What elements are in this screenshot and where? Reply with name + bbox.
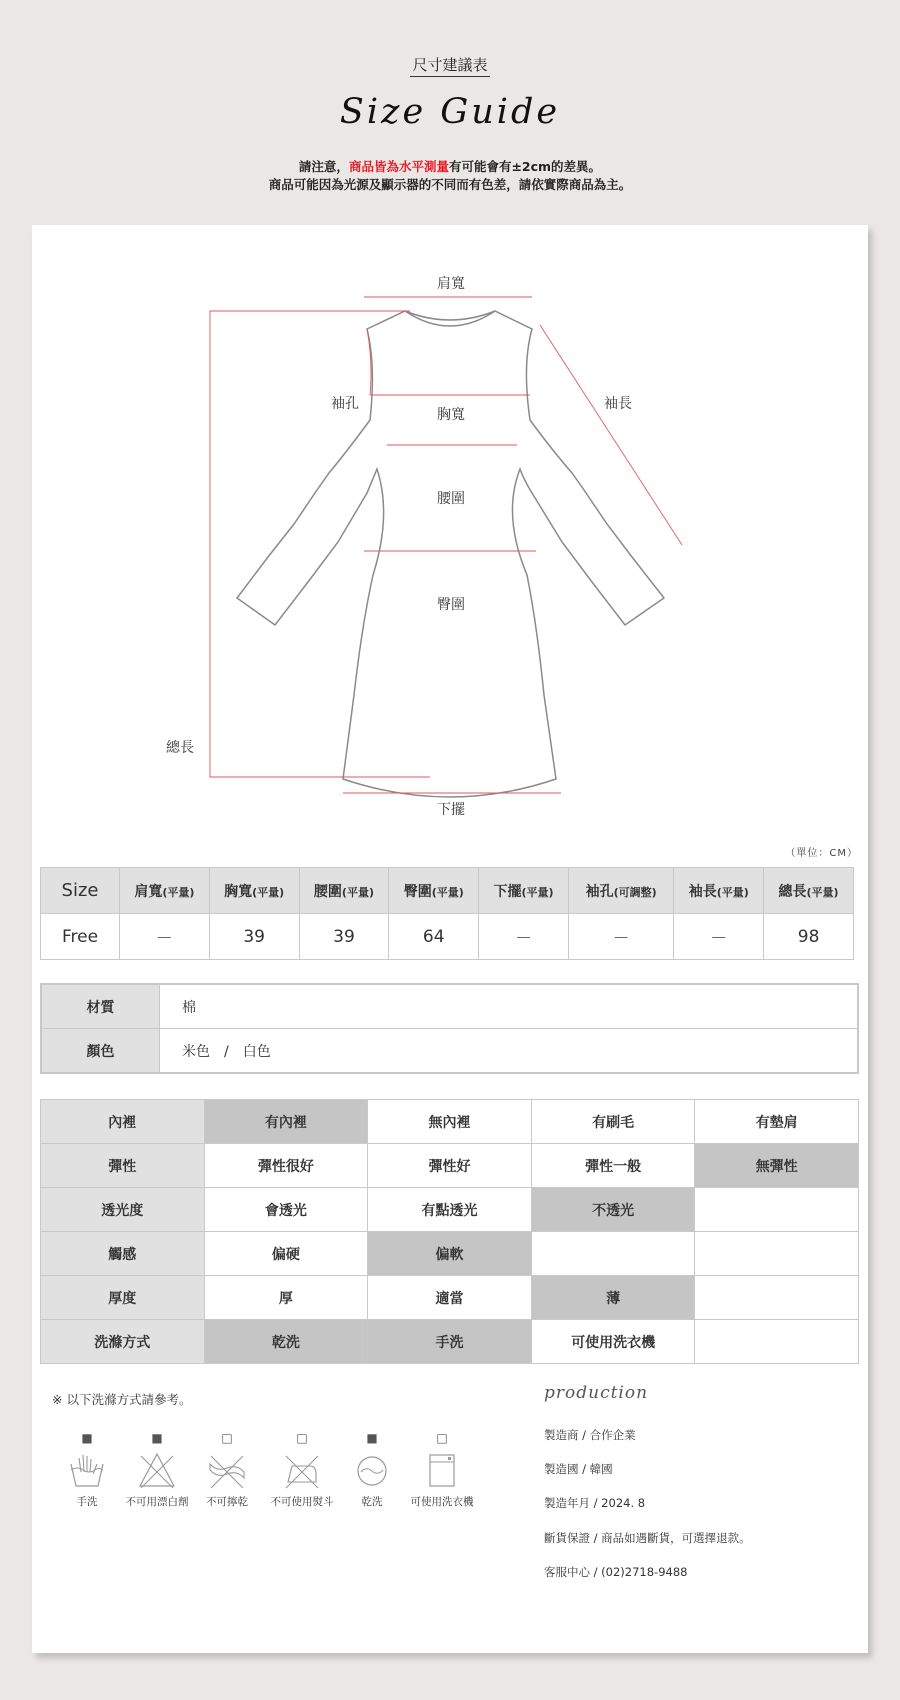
size-cell: 64	[389, 914, 479, 960]
size-header-hip: 臀圍(平量)	[389, 868, 479, 914]
feature-option	[695, 1320, 859, 1364]
feature-option: 薄	[531, 1276, 695, 1320]
feature-option	[695, 1276, 859, 1320]
wash-label: 乾洗	[361, 1496, 383, 1508]
feature-option: 手洗	[368, 1320, 532, 1364]
label-hem: 下擺	[437, 802, 465, 818]
size-table	[40, 867, 854, 960]
feature-option: 不透光	[531, 1188, 695, 1232]
label-length: 總長	[166, 740, 194, 756]
wash-label: 手洗	[76, 1496, 98, 1508]
feature-label: 彈性	[41, 1144, 205, 1188]
size-header-waist: 腰圍(平量)	[299, 868, 389, 914]
no-bleach-icon	[137, 1450, 177, 1490]
size-header-shoulder: 肩寬(平量)	[120, 868, 210, 914]
wash-mark: ■	[81, 1431, 93, 1445]
garment-diagram	[32, 225, 868, 825]
size-cell: －	[120, 914, 210, 960]
size-cell: 39	[209, 914, 299, 960]
feature-option: 彈性好	[368, 1144, 532, 1188]
table-row	[41, 1188, 859, 1232]
production-guarantee: 斷貨保證 / 商品如遇斷貨，可選擇退款。	[544, 1531, 751, 1545]
size-cell: 98	[764, 914, 854, 960]
color-value: 米色 / 白色	[160, 1029, 859, 1074]
production-date: 製造年月 / 2024. 8	[544, 1496, 646, 1510]
wash-label: 可使用洗衣機	[410, 1496, 474, 1508]
production-country: 製造國 / 韓國	[544, 1462, 613, 1476]
no-dryer-icon	[282, 1450, 322, 1490]
size-chart-subtitle: 尺寸建議表	[0, 54, 900, 75]
wash-label: 不可擰乾	[206, 1496, 248, 1508]
size-cell: Free	[41, 914, 120, 960]
color-key: 顏色	[41, 1029, 160, 1074]
feature-option: 彈性很好	[204, 1144, 368, 1188]
size-header-hem: 下擺(平量)	[479, 868, 569, 914]
wash-note: ※ 以下洗滌方式請參考。	[52, 1392, 192, 1407]
size-header-sleeve: 袖長(平量)	[674, 868, 764, 914]
feature-option: 無內裡	[368, 1100, 532, 1144]
feature-option: 可使用洗衣機	[531, 1320, 695, 1364]
table-row	[41, 1276, 859, 1320]
measure-lines	[210, 297, 682, 793]
dry-clean-icon	[352, 1450, 392, 1490]
table-row	[41, 1029, 858, 1074]
washing-machine-icon	[422, 1450, 462, 1490]
size-table-header	[41, 868, 854, 914]
feature-option: 會透光	[204, 1188, 368, 1232]
size-cell: －	[674, 914, 764, 960]
feature-option	[695, 1188, 859, 1232]
feature-option: 偏硬	[204, 1232, 368, 1276]
feature-option: 有墊肩	[695, 1100, 859, 1144]
size-cell: －	[568, 914, 673, 960]
feature-option: 彈性一般	[531, 1144, 695, 1188]
material-key: 材質	[41, 984, 160, 1029]
feature-label: 內裡	[41, 1100, 205, 1144]
table-row	[41, 1100, 859, 1144]
table-row	[41, 1232, 859, 1276]
wash-label: 不可使用熨斗	[270, 1496, 334, 1508]
label-hip: 臀圍	[437, 597, 465, 613]
features-body	[41, 1100, 859, 1364]
feature-label: 洗滌方式	[41, 1320, 205, 1364]
feature-option: 乾洗	[204, 1320, 368, 1364]
label-sleeve: 袖長	[604, 396, 632, 412]
size-header-size: Size	[41, 868, 120, 914]
unit-label: （單位：CM）	[785, 848, 858, 859]
dress-outline	[237, 311, 664, 797]
feature-option	[695, 1232, 859, 1276]
wash-mark: □	[296, 1431, 308, 1445]
label-waist: 腰圍	[437, 491, 465, 507]
page-title: Size Guide	[339, 92, 561, 132]
production-title: production	[544, 1383, 649, 1403]
feature-option: 偏軟	[368, 1232, 532, 1276]
table-row	[41, 914, 854, 960]
feature-label: 觸感	[41, 1232, 205, 1276]
production-service: 客服中心 / (02)2718-9488	[544, 1565, 688, 1579]
feature-option: 適當	[368, 1276, 532, 1320]
wash-item-machine	[407, 1430, 477, 1509]
feature-option: 有點透光	[368, 1188, 532, 1232]
size-header-chest: 胸寬(平量)	[209, 868, 299, 914]
size-cell: 39	[299, 914, 389, 960]
feature-option: 有內裡	[204, 1100, 368, 1144]
notice-line-2: 商品可能因為光源及顯示器的不同而有色差，請依實際商品為主。	[268, 177, 632, 192]
label-armhole: 袖孔	[331, 396, 359, 412]
feature-option: 厚	[204, 1276, 368, 1320]
table-row	[41, 1320, 859, 1364]
wash-mark: □	[221, 1431, 233, 1445]
feature-option: 有刷毛	[531, 1100, 695, 1144]
wash-mark: ■	[366, 1431, 378, 1445]
wash-mark: □	[436, 1431, 448, 1445]
table-row	[41, 984, 858, 1029]
label-chest: 胸寬	[437, 407, 465, 423]
hand-wash-icon	[67, 1450, 107, 1490]
no-wring-icon	[207, 1450, 247, 1490]
label-shoulder: 肩寬	[437, 276, 465, 292]
wash-label: 不可用漂白劑	[125, 1496, 189, 1508]
size-cell: －	[479, 914, 569, 960]
features-table	[40, 1099, 859, 1364]
size-header-length: 總長(平量)	[764, 868, 854, 914]
wash-mark: ■	[151, 1431, 163, 1445]
feature-label: 透光度	[41, 1188, 205, 1232]
material-table	[40, 983, 859, 1074]
table-row	[41, 1144, 859, 1188]
feature-option	[531, 1232, 695, 1276]
size-guide-card	[32, 225, 868, 1653]
feature-option: 無彈性	[695, 1144, 859, 1188]
size-header-armhole: 袖孔(可調整)	[568, 868, 673, 914]
feature-label: 厚度	[41, 1276, 205, 1320]
material-value: 棉	[160, 984, 859, 1029]
notice-highlight: 商品皆為水平測量	[348, 159, 449, 174]
notice-line-1: 請注意，商品皆為水平測量有可能會有±2cm的差異。	[298, 159, 602, 174]
production-maker: 製造商 / 合作企業	[544, 1428, 636, 1442]
